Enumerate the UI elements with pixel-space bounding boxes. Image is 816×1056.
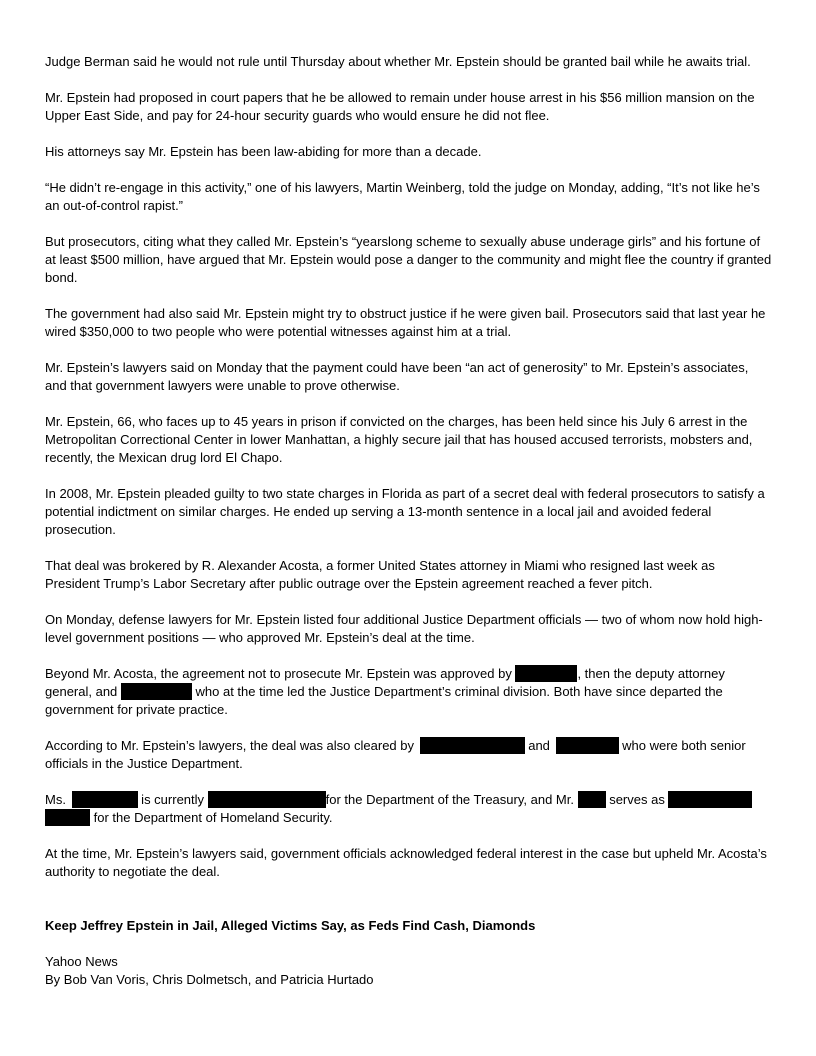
article-headline: Keep Jeffrey Epstein in Jail, Alleged Victims Say, as Feds Find Cash, Diamonds: [45, 918, 536, 933]
text-segment: and: [524, 738, 554, 753]
paragraph-weinberg-quote: “He didn’t re-engage in this activity,” one of his lawyers, Martin Weinberg, told the judge on Monday, adding, “It’s not like he’s an out-of-control rapist.”: [45, 180, 760, 213]
paragraph-cleared-by: [45, 737, 773, 773]
text-segment: , then the deputy attorney general, and: [45, 666, 725, 699]
paragraph-2008-plea: In 2008, Mr. Epstein pleaded guilty to two state charges in Florida as part of a secret deal with federal prosecutors to satisfy a potential indictment on similar charges. He ended up serving a 13-month sentence in a local jail and avoided federal prosecution.: [45, 486, 765, 537]
paragraph-officials-listed: On Monday, defense lawyers for Mr. Epstein listed four additional Justice Department officials — two of whom now hold high-level government positions — who approved Mr. Epstein’s deal at the time.: [45, 612, 763, 645]
redaction-box: [45, 809, 90, 826]
text-segment: is currently: [137, 792, 208, 807]
paragraph-federal-interest: At the time, Mr. Epstein’s lawyers said, government officials acknowledged federal interest in the case but upheld Mr. Acosta’s authority to negotiate the deal.: [45, 846, 767, 879]
text-segment: who were both senior officials in the Justice Department.: [45, 738, 746, 771]
redaction-box: [208, 791, 326, 808]
redaction-box: [668, 791, 752, 808]
text-segment: who at the time led the Justice Department’s criminal division. Both have since departed the government for private practice.: [45, 684, 723, 717]
redaction-box: [515, 665, 577, 682]
document-page: [45, 53, 773, 989]
text-segment: serves as: [605, 792, 669, 807]
text-segment: for the Department of Homeland Security.: [90, 810, 333, 825]
redaction-box: [121, 683, 192, 700]
article-byline: By Bob Van Voris, Chris Dolmetsch, and Patricia Hurtado: [45, 972, 374, 987]
paragraph-bail-ruling: Judge Berman said he would not rule until Thursday about whether Mr. Epstein should be granted bail while he awaits trial.: [45, 54, 751, 69]
paragraph-prosecutors: But prosecutors, citing what they called Mr. Epstein’s “yearslong scheme to sexually abuse underage girls” and his fortune of at least $500 million, have argued that Mr. Epstein would pose a danger to the community and might flee the country if granted bond.: [45, 234, 772, 285]
redaction-box: [420, 737, 525, 754]
paragraph-law-abiding: His attorneys say Mr. Epstein has been law-abiding for more than a decade.: [45, 144, 482, 159]
paragraph-house-arrest: Mr. Epstein had proposed in court papers that he be allowed to remain under house arrest in his $56 million mansion on the Upper East Side, and pay for 24-hour security guards who would ensure he did not flee.: [45, 90, 755, 123]
paragraph-approved-by: [45, 665, 773, 719]
redaction-box: [556, 737, 619, 754]
paragraph-generosity: Mr. Epstein’s lawyers said on Monday that the payment could have been “an act of generosity” to Mr. Epstein’s associates, and that government lawyers were unable to prove otherwise.: [45, 360, 749, 393]
text-segment: Ms.: [45, 792, 70, 807]
text-segment: According to Mr. Epstein’s lawyers, the deal was also cleared by: [45, 738, 418, 753]
paragraph-current-positions: [45, 791, 773, 827]
paragraph-acosta-deal: That deal was brokered by R. Alexander Acosta, a former United States attorney in Miami who resigned last week as President Trump’s Labor Secretary after public outrage over the Epstein agreement reached a fever pitch.: [45, 558, 715, 591]
text-segment: Beyond Mr. Acosta, the agreement not to prosecute Mr. Epstein was approved by: [45, 666, 516, 681]
redaction-box: [72, 791, 138, 808]
article-source: Yahoo News: [45, 954, 118, 969]
text-segment: for the Department of the Treasury, and Mr.: [325, 792, 578, 807]
paragraph-obstruct-justice: The government had also said Mr. Epstein might try to obstruct justice if he were given bail. Prosecutors said that last year he wired $350,000 to two people who were potential witnesses against him at a trial.: [45, 306, 766, 339]
paragraph-detention: Mr. Epstein, 66, who faces up to 45 years in prison if convicted on the charges, has been held since his July 6 arrest in the Metropolitan Correctional Center in lower Manhattan, a highly secure jail that has housed accused terrorists, mobsters and, recently, the Mexican drug lord El Chapo.: [45, 414, 753, 465]
redaction-box: [578, 791, 606, 808]
spacer: [45, 899, 773, 917]
